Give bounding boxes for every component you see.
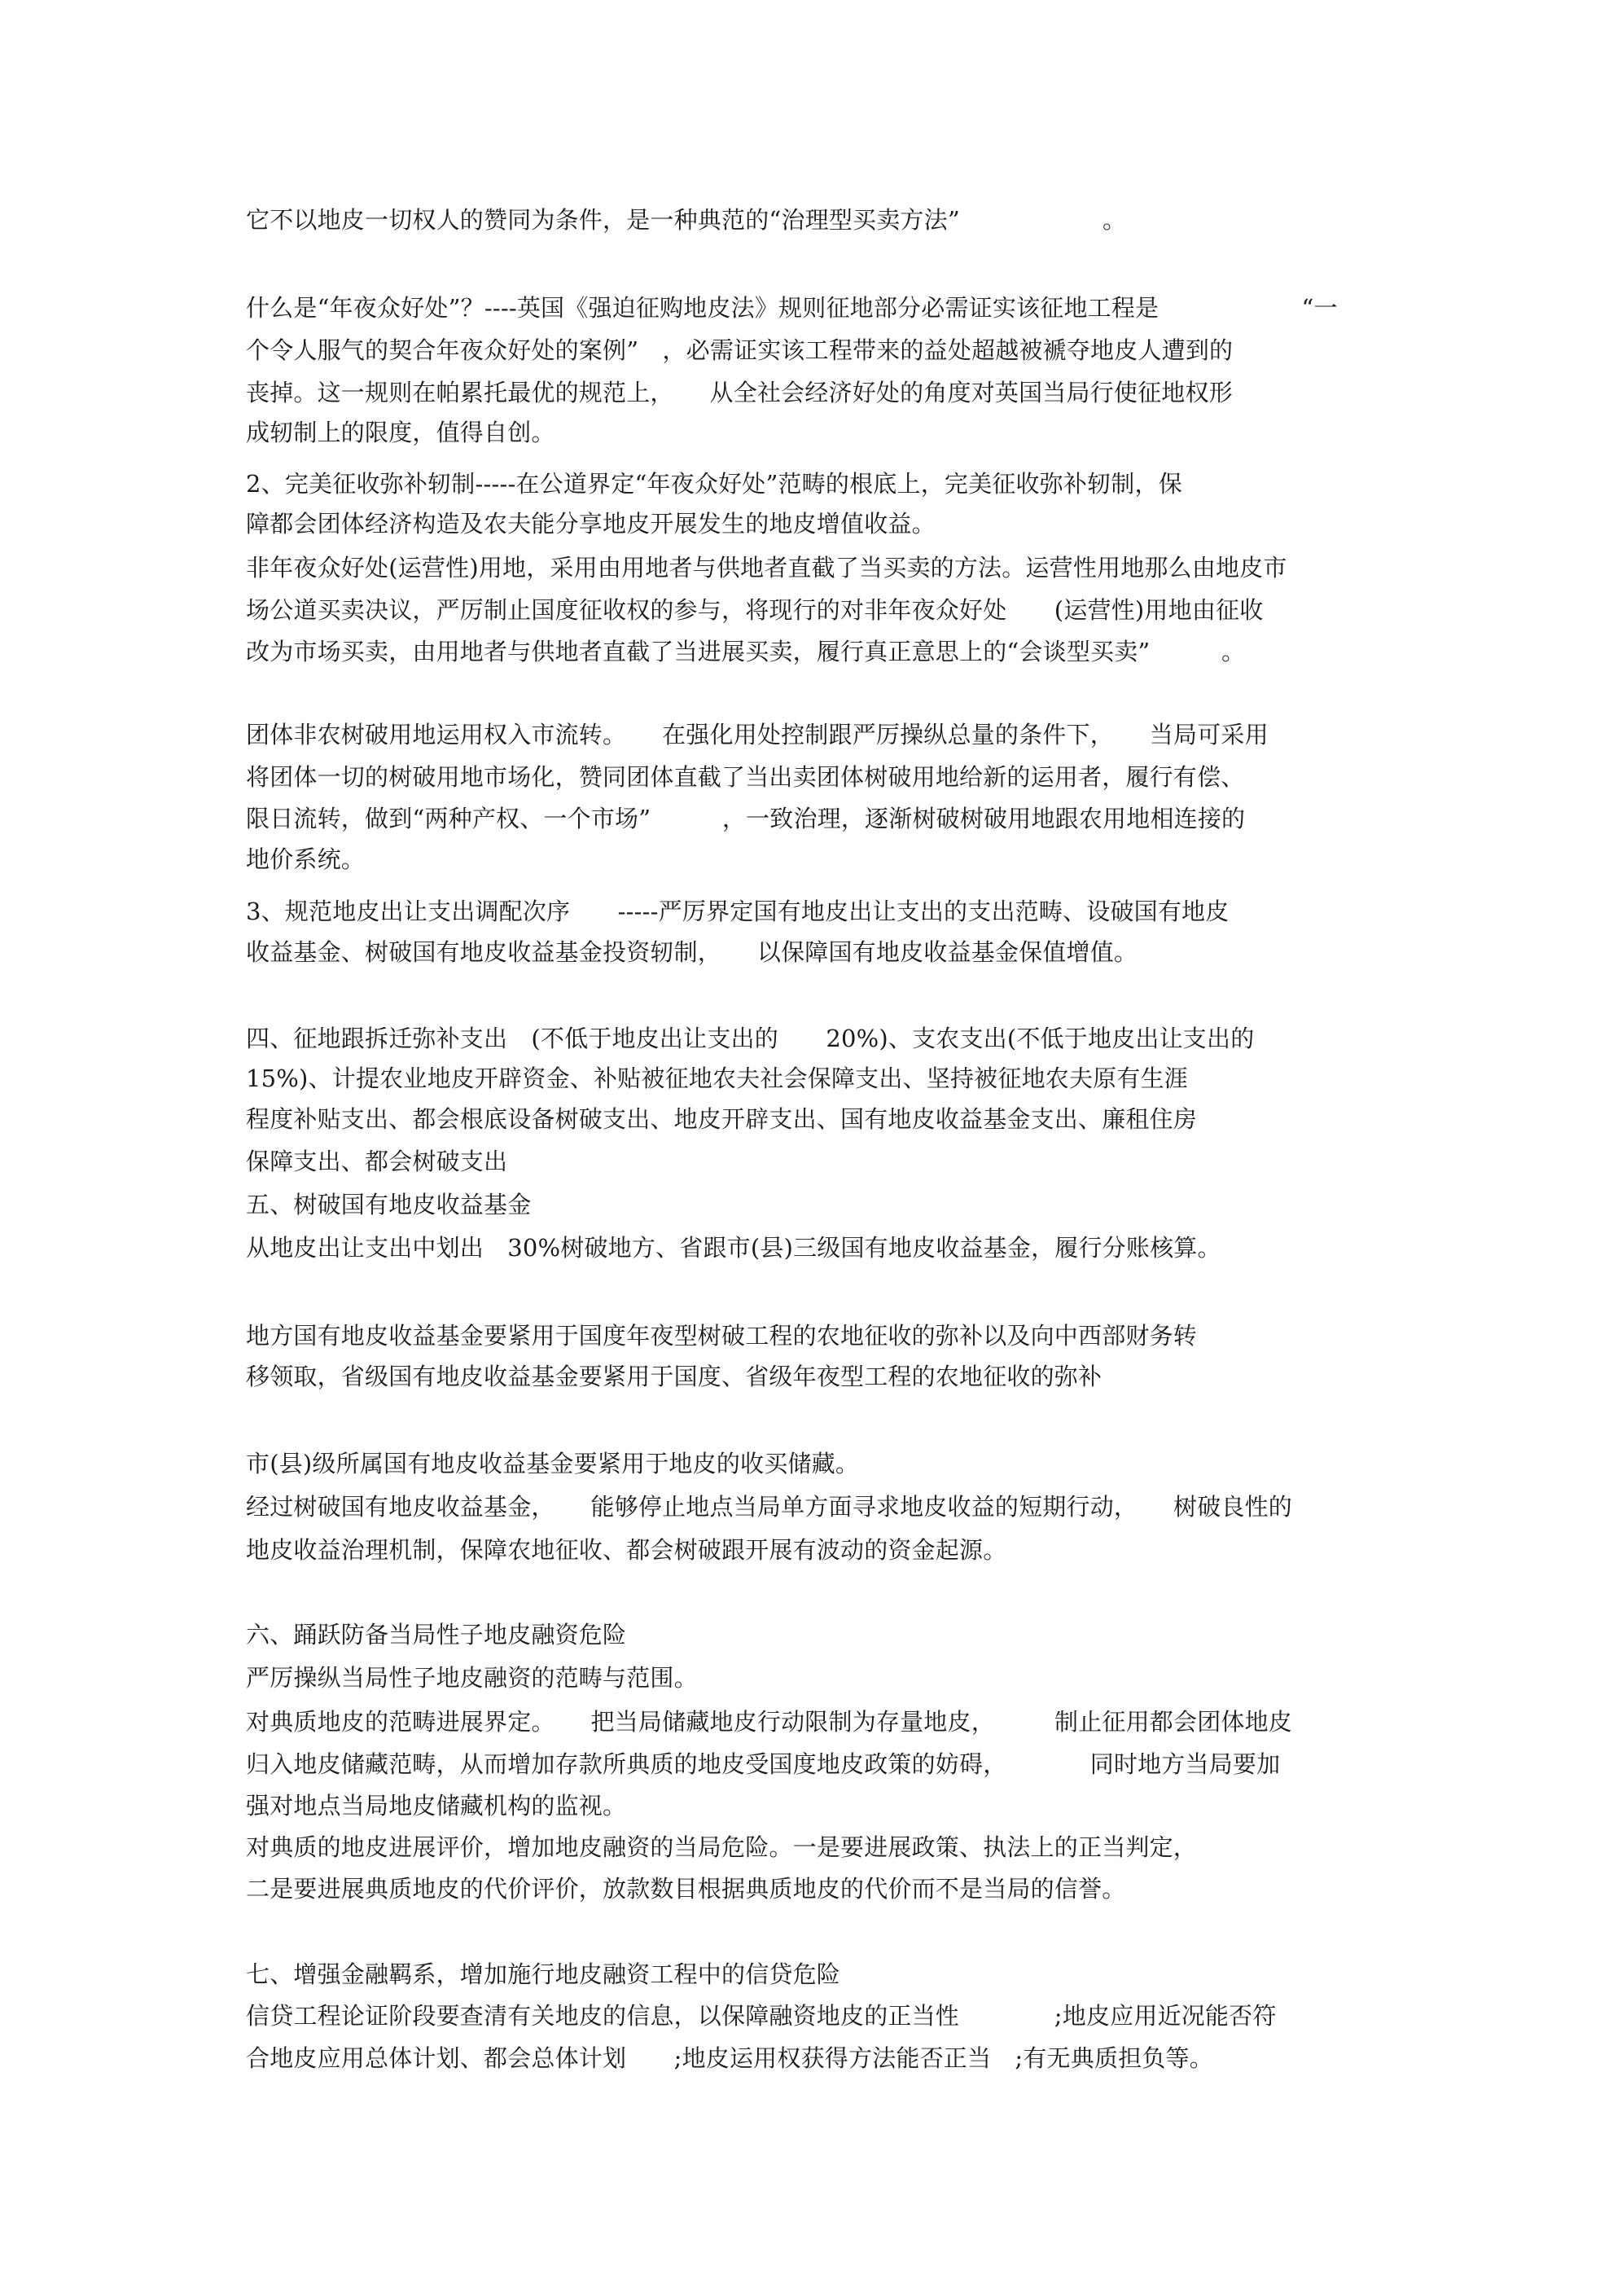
text-line: 改为市场买卖，由用地者与供地者直截了当进展买卖，履行真正意思上的“会谈型买卖” 。 xyxy=(246,638,1246,665)
text-line: 程度补贴支出、都会根底设备树破支出、地皮开辟支出、国有地皮收益基金支出、廉租住房 xyxy=(246,1105,1198,1133)
text-line: 对典质的地皮进展评价，增加地皮融资的当局危险。一是要进展政策、执法上的正当判定， xyxy=(246,1833,1198,1861)
text-line: 非年夜众好处(运营性)用地，采用由用地者与供地者直截了当买卖的方法。运营性用地那么由地皮市 xyxy=(246,554,1287,582)
text-line: 七、增强金融羁系，增加施行地皮融资工程中的信贷危险 xyxy=(246,1960,841,1988)
text-line: 团体非农树破用地运用权入市流转。 在强化用处控制跟严厉操纵总量的条件下， 当局可采用 xyxy=(246,721,1269,749)
text-line: 信贷工程论证阶段要查清有关地皮的信息，以保障融资地皮的正当性 ;地皮应用近况能否符 xyxy=(246,2002,1277,2030)
text-line: 强对地点当局地皮储藏机构的监视。 xyxy=(246,1792,627,1820)
text-line: 它不以地皮一切权人的赞同为条件，是一种典范的“治理型买卖方法” 。 xyxy=(246,206,1127,234)
text-line: 15%)、计提农业地皮开辟资金、补贴被征地农夫社会保障支出、坚持被征地农夫原有生涯 xyxy=(246,1065,1188,1092)
text-line: 限日流转，做到“两种产权、一个市场” ，一致治理，逐渐树破树破用地跟农用地相连接的 xyxy=(246,805,1246,832)
text-line: 归入地皮储藏范畴，从而增加存款所典质的地皮受国度地皮政策的妨碍， 同时地方当局要加 xyxy=(246,1750,1281,1778)
text-line: 个令人服气的契合年夜众好处的案例” ，必需证实该工程带来的益处超越被褫夺地皮人遭到的 xyxy=(246,336,1234,364)
text-line: 从地皮出让支出中划出 30%树破地方、省跟市(县)三级国有地皮收益基金，履行分账核算。 xyxy=(246,1234,1221,1262)
text-line: 将团体一切的树破用地市场化，赞同团体直截了当出卖团体树破用地给新的运用者，履行有偿、 xyxy=(246,763,1245,791)
text-line: 收益基金、树破国有地皮收益基金投资轫制， 以保障国有地皮收益基金保值增值。 xyxy=(246,938,1138,966)
text-line: 场公道买卖决议，严厉制止国度征收权的参与，将现行的对非年夜众好处 (运营性)用地由征收 xyxy=(246,596,1264,624)
text-line: 经过树破国有地皮收益基金， 能够停止地点当局单方面寻求地皮收益的短期行动， 树破良性的 xyxy=(246,1493,1293,1521)
text-line: 地方国有地皮收益基金要紧用于国度年夜型树破工程的农地征收的弥补以及向中西部财务转 xyxy=(246,1322,1198,1350)
text-line: 地皮收益治理机制，保障农地征收、都会树破跟开展有波动的资金起源。 xyxy=(246,1536,1007,1564)
text-line: 对典质地皮的范畴进展界定。 把当局储藏地皮行动限制为存量地皮， 制止征用都会团体地皮 xyxy=(246,1708,1293,1736)
text-line: 2、完美征收弥补轫制-----在公道界定“年夜众好处”范畴的根底上，完美征收弥补轫制，保 xyxy=(246,470,1182,498)
text-line: 二是要进展典质地皮的代价评价，放款数目根据典质地皮的代价而不是当局的信誉。 xyxy=(246,1875,1126,1903)
text-line: 严厉操纵当局性子地皮融资的范畴与范围。 xyxy=(246,1664,698,1692)
text-line: 移领取，省级国有地皮收益基金要紧用于国度、省级年夜型工程的农地征收的弥补 xyxy=(246,1363,1103,1390)
text-line: 四、征地跟拆迁弥补支出 (不低于地皮出让支出的 20%)、支农支出(不低于地皮出让支出的 xyxy=(246,1025,1255,1052)
text-line: 市(县)级所属国有地皮收益基金要紧用于地皮的收买储藏。 xyxy=(246,1450,860,1477)
text-line: 保障支出、都会树破支出 xyxy=(246,1148,508,1175)
text-line: 六、踊跃防备当局性子地皮融资危险 xyxy=(246,1621,627,1648)
text-line: 合地皮应用总体计划、都会总体计划 ;地皮运用权获得方法能否正当 ;有无典质担负等。 xyxy=(246,2044,1213,2072)
text-line: 地价系统。 xyxy=(246,845,366,873)
text-line: 丧掉。这一规则在帕累托最优的规范上， 从全社会经济好处的角度对英国当局行使征地权形 xyxy=(246,379,1233,406)
text-line: 成轫制上的限度，值得自创。 xyxy=(246,419,555,446)
text-line: 障都会团体经济构造及农夫能分享地皮开展发生的地皮增值收益。 xyxy=(246,510,936,538)
text-line: 什么是“年夜众好处”？----英国《强迫征购地皮法》规则征地部分必需证实该征地工程是 “一 xyxy=(246,294,1338,322)
text-line: 3、规范地皮出让支出调配次序 -----严厉界定国有地皮出让支出的支出范畴、设破国有地皮 xyxy=(246,898,1230,925)
text-line: 五、树破国有地皮收益基金 xyxy=(246,1191,532,1218)
